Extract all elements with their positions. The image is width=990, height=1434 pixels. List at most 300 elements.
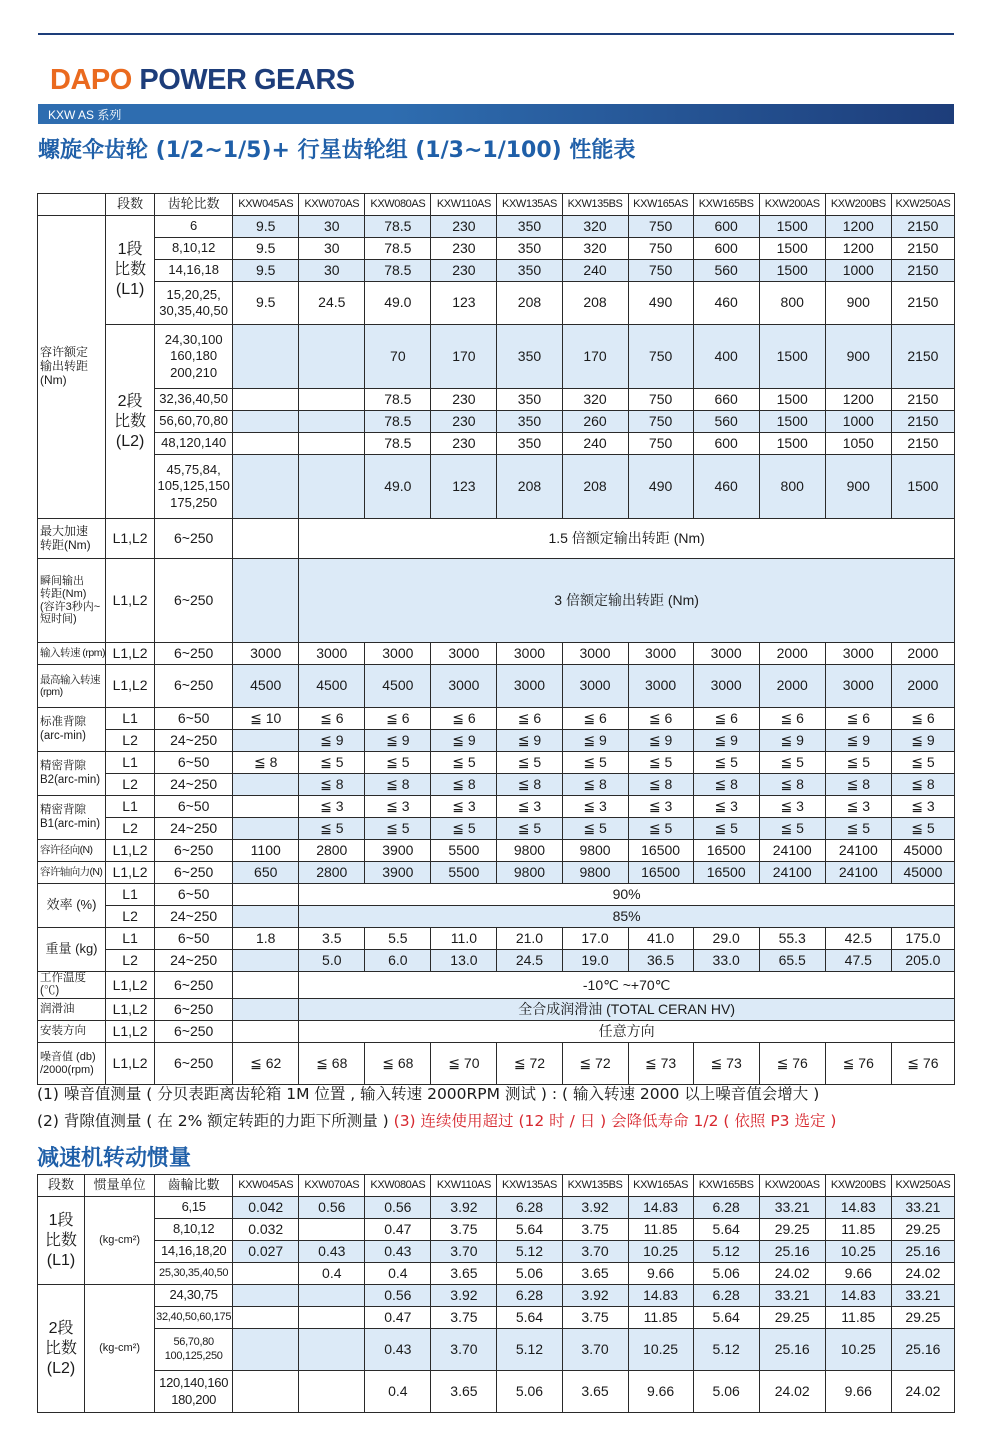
value-cell: 2000 <box>759 665 825 708</box>
value-cell: 1500 <box>759 433 825 455</box>
value-cell <box>233 730 299 752</box>
max-input-speed-label: 最高输入转速 (rpm) <box>38 665 106 708</box>
value-cell: 2000 <box>891 665 954 708</box>
value-cell: ≦ 73 <box>693 1043 759 1085</box>
value-cell: 750 <box>628 238 693 260</box>
value-cell: ≦ 8 <box>891 774 954 796</box>
top-rule <box>38 33 954 35</box>
value-cell: 3.75 <box>431 1307 497 1329</box>
value-cell: ≦ 5 <box>759 752 825 774</box>
value-cell: 78.5 <box>365 238 431 260</box>
note-life: (3) 连续使用超过 (12 时 / 日 ) 会降低寿命 1/2 ( 依照 P3 选定 ) <box>393 1112 837 1130</box>
max-accel-text: 1.5 倍额定输出转距 (Nm) <box>299 519 955 559</box>
value-cell: ≦ 3 <box>693 796 759 818</box>
value-cell: 0.042 <box>233 1197 299 1219</box>
ratio-cell: 6~250 <box>155 999 233 1021</box>
value-cell: ≦ 5 <box>693 752 759 774</box>
ratio-cell: 24~250 <box>155 774 233 796</box>
value-cell <box>299 325 365 389</box>
unit-cell: (kg-cm²) <box>85 1285 155 1413</box>
value-cell <box>299 1285 365 1307</box>
value-cell: 3.92 <box>562 1197 628 1219</box>
value-cell: 350 <box>497 216 562 238</box>
stage-cell: L2 <box>106 950 155 972</box>
value-cell: 24.02 <box>891 1263 954 1285</box>
table-row <box>38 840 955 862</box>
value-cell: ≦ 6 <box>497 708 562 730</box>
value-cell: 208 <box>562 282 628 325</box>
value-cell: 1050 <box>825 433 891 455</box>
value-cell: 0.56 <box>365 1197 431 1219</box>
value-cell: 30 <box>299 260 365 282</box>
value-cell: 36.5 <box>628 950 693 972</box>
value-cell: 900 <box>825 325 891 389</box>
value-cell: 1200 <box>825 238 891 260</box>
value-cell: 3.70 <box>562 1241 628 1263</box>
header-model: KXW135AS <box>497 194 562 216</box>
ratio-cell: 32,40,50,60,175 <box>155 1307 233 1329</box>
value-cell: ≦ 5 <box>431 752 497 774</box>
table-row <box>38 433 955 455</box>
value-cell: 5.12 <box>693 1329 759 1371</box>
value-cell: 10.25 <box>628 1241 693 1263</box>
value-cell: ≦ 3 <box>628 796 693 818</box>
blank-cell <box>233 884 299 906</box>
value-cell: 3000 <box>497 665 562 708</box>
ratio-cell: 14,16,18,20 <box>155 1241 233 1263</box>
value-cell: 17.0 <box>562 928 628 950</box>
header-model: KXW070AS <box>299 194 365 216</box>
value-cell: 490 <box>628 455 693 519</box>
value-cell: ≦ 76 <box>825 1043 891 1085</box>
value-cell: 3.65 <box>431 1263 497 1285</box>
value-cell: 3000 <box>497 643 562 665</box>
stage2-label: 2段 比数 (L2) <box>38 1285 85 1413</box>
table-row <box>38 216 955 238</box>
value-cell: 0.47 <box>365 1307 431 1329</box>
value-cell: ≦ 68 <box>299 1043 365 1085</box>
value-cell: 6.28 <box>693 1197 759 1219</box>
value-cell: 400 <box>693 325 759 389</box>
value-cell: 25.16 <box>759 1241 825 1263</box>
value-cell: ≦ 6 <box>365 708 431 730</box>
instant-text: 3 倍额定输出转距 (Nm) <box>299 559 955 643</box>
value-cell: 3.65 <box>431 1371 497 1413</box>
value-cell: ≦ 8 <box>365 774 431 796</box>
value-cell: 3.92 <box>431 1285 497 1307</box>
value-cell: 10.25 <box>825 1329 891 1371</box>
value-cell: 33.21 <box>759 1285 825 1307</box>
value-cell: 24.02 <box>759 1263 825 1285</box>
temp-text: -10℃ ~+70℃ <box>299 972 955 999</box>
efficiency-text: 90% <box>299 884 955 906</box>
mount-label: 安装方向 <box>38 1021 106 1043</box>
header-model: KXW200AS <box>759 1175 825 1197</box>
value-cell: 230 <box>431 389 497 411</box>
value-cell: 41.0 <box>628 928 693 950</box>
inertia-title: 减速机转动惯量 <box>37 1146 192 1171</box>
value-cell: 5.0 <box>299 950 365 972</box>
note-backlash-line <box>37 1109 836 1131</box>
value-cell: 9.5 <box>233 282 299 325</box>
stage-cell: L2 <box>106 774 155 796</box>
value-cell: 3900 <box>365 840 431 862</box>
value-cell: 2150 <box>891 433 954 455</box>
value-cell: 30 <box>299 238 365 260</box>
blank-cell <box>233 559 299 643</box>
value-cell: 750 <box>628 411 693 433</box>
header-model: KXW110AS <box>431 1175 497 1197</box>
value-cell: ≦ 5 <box>497 818 562 840</box>
value-cell: 230 <box>431 216 497 238</box>
value-cell: 1100 <box>233 840 299 862</box>
value-cell: 208 <box>562 455 628 519</box>
value-cell: 49.0 <box>365 455 431 519</box>
header-model: KXW165AS <box>628 1175 693 1197</box>
value-cell: ≦ 72 <box>497 1043 562 1085</box>
value-cell: 3.70 <box>431 1241 497 1263</box>
value-cell <box>299 411 365 433</box>
ratio-cell: 6~250 <box>155 1021 233 1043</box>
header-stage: 段数 <box>106 194 155 216</box>
ratio-cell: 24~250 <box>155 906 233 928</box>
value-cell: ≦ 70 <box>431 1043 497 1085</box>
value-cell: 3000 <box>233 643 299 665</box>
value-cell: 175.0 <box>891 928 954 950</box>
value-cell: 900 <box>825 455 891 519</box>
stage-cell: L1,L2 <box>106 972 155 999</box>
value-cell: 5.12 <box>497 1241 562 1263</box>
table-row <box>38 1371 955 1413</box>
value-cell: 260 <box>562 411 628 433</box>
header-model: KXW165BS <box>693 1175 759 1197</box>
ratio-cell: 24,30,75 <box>155 1285 233 1307</box>
value-cell: 5.12 <box>693 1241 759 1263</box>
value-cell: 460 <box>693 282 759 325</box>
stage-cell: L1,L2 <box>106 559 155 643</box>
value-cell: ≦ 6 <box>628 708 693 730</box>
value-cell <box>299 389 365 411</box>
value-cell: ≦ 5 <box>693 818 759 840</box>
ratio-cell: 56,60,70,80 <box>155 411 233 433</box>
value-cell: 14.83 <box>825 1197 891 1219</box>
value-cell: ≦ 8 <box>431 774 497 796</box>
table-row <box>38 1021 955 1043</box>
value-cell <box>299 1371 365 1413</box>
value-cell: 208 <box>497 455 562 519</box>
value-cell: 2150 <box>891 238 954 260</box>
table-row <box>38 325 955 389</box>
value-cell: ≦ 5 <box>628 752 693 774</box>
value-cell: ≦ 5 <box>365 752 431 774</box>
value-cell: 2800 <box>299 840 365 862</box>
value-cell: 2800 <box>299 862 365 884</box>
ratio-cell: 24~250 <box>155 730 233 752</box>
table-row <box>38 389 955 411</box>
value-cell: 5500 <box>431 862 497 884</box>
value-cell: 0.43 <box>299 1241 365 1263</box>
table-row <box>38 1175 955 1197</box>
value-cell: 205.0 <box>891 950 954 972</box>
value-cell: 560 <box>693 411 759 433</box>
mount-text: 任意方向 <box>299 1021 955 1043</box>
header-model: KXW070AS <box>299 1175 365 1197</box>
value-cell: ≦ 6 <box>562 708 628 730</box>
value-cell: 9800 <box>562 862 628 884</box>
value-cell: 47.5 <box>825 950 891 972</box>
header-model: KXW110AS <box>431 194 497 216</box>
value-cell <box>233 1285 299 1307</box>
value-cell: 78.5 <box>365 389 431 411</box>
stage-cell: L2 <box>106 906 155 928</box>
value-cell: 560 <box>693 260 759 282</box>
value-cell: 750 <box>628 216 693 238</box>
stage-cell: L1,L2 <box>106 840 155 862</box>
value-cell: 25.16 <box>891 1241 954 1263</box>
stage-cell: L1,L2 <box>106 665 155 708</box>
value-cell: 6.28 <box>497 1285 562 1307</box>
value-cell: 9800 <box>497 862 562 884</box>
table-row <box>38 519 955 559</box>
value-cell: 19.0 <box>562 950 628 972</box>
value-cell: 1500 <box>759 238 825 260</box>
value-cell: 123 <box>431 282 497 325</box>
value-cell: 24100 <box>759 840 825 862</box>
value-cell: 3.70 <box>562 1329 628 1371</box>
table-row <box>38 708 955 730</box>
value-cell: 320 <box>562 216 628 238</box>
ratio-cell: 14,16,18 <box>155 260 233 282</box>
value-cell: ≦ 3 <box>431 796 497 818</box>
value-cell: ≦ 9 <box>497 730 562 752</box>
value-cell: ≦ 9 <box>825 730 891 752</box>
value-cell: 4500 <box>365 665 431 708</box>
value-cell: ≦ 8 <box>693 774 759 796</box>
table-row <box>38 1241 955 1263</box>
value-cell: 3000 <box>628 643 693 665</box>
value-cell: 9.5 <box>233 238 299 260</box>
value-cell: ≦ 3 <box>891 796 954 818</box>
table-row <box>38 411 955 433</box>
value-cell: ≦ 6 <box>825 708 891 730</box>
value-cell: 3000 <box>365 643 431 665</box>
efficiency-text: 85% <box>299 906 955 928</box>
efficiency-label: 效率 (%) <box>38 884 106 928</box>
value-cell: 320 <box>562 238 628 260</box>
value-cell: ≦ 5 <box>628 818 693 840</box>
value-cell: 1500 <box>759 216 825 238</box>
value-cell: ≦ 3 <box>825 796 891 818</box>
header-stage: 段数 <box>38 1175 85 1197</box>
value-cell: ≦ 5 <box>562 818 628 840</box>
value-cell: 2150 <box>891 260 954 282</box>
value-cell: 240 <box>562 260 628 282</box>
value-cell: 750 <box>628 389 693 411</box>
value-cell: 2150 <box>891 411 954 433</box>
value-cell: ≦ 8 <box>825 774 891 796</box>
value-cell: ≦ 5 <box>825 818 891 840</box>
value-cell: 0.4 <box>365 1371 431 1413</box>
value-cell: ≦ 73 <box>628 1043 693 1085</box>
value-cell: 42.5 <box>825 928 891 950</box>
series-bar <box>38 104 954 124</box>
value-cell: 900 <box>825 282 891 325</box>
value-cell: 9.66 <box>628 1263 693 1285</box>
ratio-cell: 8,10,12 <box>155 238 233 260</box>
value-cell <box>299 1219 365 1241</box>
header-model: KXW135BS <box>562 1175 628 1197</box>
value-cell: 2150 <box>891 325 954 389</box>
value-cell: ≦ 10 <box>233 708 299 730</box>
ratio-cell: 6 <box>155 216 233 238</box>
instant-label: 瞬间输出 转距(Nm) (容许3秒内~ 短时间) <box>38 559 106 643</box>
value-cell: 24100 <box>759 862 825 884</box>
value-cell: 0.47 <box>365 1219 431 1241</box>
table-row <box>38 730 955 752</box>
unit-cell: (kg-cm²) <box>85 1197 155 1285</box>
value-cell: 9.66 <box>825 1371 891 1413</box>
value-cell: 600 <box>693 238 759 260</box>
blank-cell <box>233 519 299 559</box>
ratio-cell: 6~50 <box>155 884 233 906</box>
stage-cell: L1 <box>106 708 155 730</box>
value-cell <box>233 950 299 972</box>
table-row <box>38 999 955 1021</box>
stage-cell: L2 <box>106 818 155 840</box>
blank-cell <box>38 194 106 216</box>
value-cell: ≦ 9 <box>759 730 825 752</box>
value-cell: ≦ 3 <box>562 796 628 818</box>
value-cell: 2150 <box>891 389 954 411</box>
value-cell: 0.032 <box>233 1219 299 1241</box>
stage-cell: L1,L2 <box>106 519 155 559</box>
temp-label: 工作温度(℃) <box>38 972 106 999</box>
axial-label: 容许轴向力(N) <box>38 862 106 884</box>
value-cell: 1200 <box>825 216 891 238</box>
lube-text: 全合成润滑油 (TOTAL CERAN HV) <box>299 999 955 1021</box>
ratio-cell: 6~250 <box>155 862 233 884</box>
header-model: KXW165AS <box>628 194 693 216</box>
table-row <box>38 862 955 884</box>
value-cell: 350 <box>497 433 562 455</box>
ratio-cell: 6~250 <box>155 559 233 643</box>
ratio-cell: 6~250 <box>155 519 233 559</box>
max-accel-label: 最大加速 转距(Nm) <box>38 519 106 559</box>
value-cell: ≦ 5 <box>759 818 825 840</box>
ratio-cell: 6~50 <box>155 752 233 774</box>
value-cell: 70 <box>365 325 431 389</box>
value-cell <box>233 389 299 411</box>
value-cell: ≦ 9 <box>431 730 497 752</box>
ratio-cell: 24~250 <box>155 818 233 840</box>
value-cell: ≦ 5 <box>497 752 562 774</box>
value-cell: 24100 <box>825 840 891 862</box>
header-unit: 惯量单位 <box>85 1175 155 1197</box>
value-cell: 10.25 <box>825 1241 891 1263</box>
value-cell: 230 <box>431 433 497 455</box>
table-row <box>38 972 955 999</box>
value-cell: ≦ 8 <box>299 774 365 796</box>
value-cell <box>299 1307 365 1329</box>
std-backlash-label: 标准背隙 (arc-min) <box>38 708 106 752</box>
value-cell: 33.21 <box>759 1197 825 1219</box>
value-cell: ≦ 9 <box>562 730 628 752</box>
value-cell: 3.5 <box>299 928 365 950</box>
value-cell <box>233 1307 299 1329</box>
value-cell: 170 <box>431 325 497 389</box>
value-cell: 3.70 <box>431 1329 497 1371</box>
ratio-cell: 25,30,35,40,50 <box>155 1263 233 1285</box>
value-cell: ≦ 8 <box>628 774 693 796</box>
value-cell: ≦ 5 <box>891 752 954 774</box>
value-cell: 3000 <box>628 665 693 708</box>
value-cell: ≦ 76 <box>891 1043 954 1085</box>
value-cell: 600 <box>693 216 759 238</box>
stage-cell: L1 <box>106 796 155 818</box>
stage2-label: 2段 比数 (L2) <box>106 325 155 519</box>
value-cell: 230 <box>431 238 497 260</box>
value-cell: 5.06 <box>693 1371 759 1413</box>
ratio-cell: 8,10,12 <box>155 1219 233 1241</box>
value-cell: 29.25 <box>759 1219 825 1241</box>
stage-cell: L1 <box>106 928 155 950</box>
header-model: KXW250AS <box>891 1175 954 1197</box>
table-row <box>38 950 955 972</box>
header-model: KXW200AS <box>759 194 825 216</box>
stage-cell: L1,L2 <box>106 643 155 665</box>
value-cell: 3000 <box>825 665 891 708</box>
value-cell: 0.43 <box>365 1329 431 1371</box>
value-cell: 5.06 <box>497 1263 562 1285</box>
brand-part2: POWER GEARS <box>139 64 355 96</box>
header-model: KXW200BS <box>825 194 891 216</box>
value-cell: 6.28 <box>497 1197 562 1219</box>
value-cell <box>233 796 299 818</box>
value-cell: ≦ 3 <box>365 796 431 818</box>
value-cell: 3000 <box>299 643 365 665</box>
value-cell: 0.4 <box>299 1263 365 1285</box>
value-cell: 55.3 <box>759 928 825 950</box>
stage-cell: L1,L2 <box>106 862 155 884</box>
ratio-cell: 6~250 <box>155 665 233 708</box>
blank-cell <box>233 1021 299 1043</box>
value-cell: 800 <box>759 455 825 519</box>
table-row <box>38 665 955 708</box>
value-cell: 3000 <box>693 665 759 708</box>
value-cell: 750 <box>628 433 693 455</box>
stage1-label: 1段 比数 (L1) <box>106 216 155 325</box>
value-cell: 2000 <box>759 643 825 665</box>
value-cell: 16500 <box>628 840 693 862</box>
value-cell: 320 <box>562 389 628 411</box>
table-row <box>38 774 955 796</box>
value-cell: 3.65 <box>562 1263 628 1285</box>
ratio-cell: 32,36,40,50 <box>155 389 233 411</box>
value-cell: 350 <box>497 389 562 411</box>
value-cell: 11.85 <box>628 1219 693 1241</box>
torque-label: 容许额定 输出转距 (Nm) <box>38 216 106 519</box>
value-cell: ≦ 5 <box>825 752 891 774</box>
blank-cell <box>233 906 299 928</box>
header-model: KXW045AS <box>233 194 299 216</box>
value-cell: 3000 <box>562 665 628 708</box>
value-cell: 650 <box>233 862 299 884</box>
value-cell: 3.75 <box>562 1219 628 1241</box>
header-model: KXW045AS <box>233 1175 299 1197</box>
ratio-cell: 6~50 <box>155 708 233 730</box>
value-cell: 350 <box>497 325 562 389</box>
value-cell: ≦ 3 <box>759 796 825 818</box>
